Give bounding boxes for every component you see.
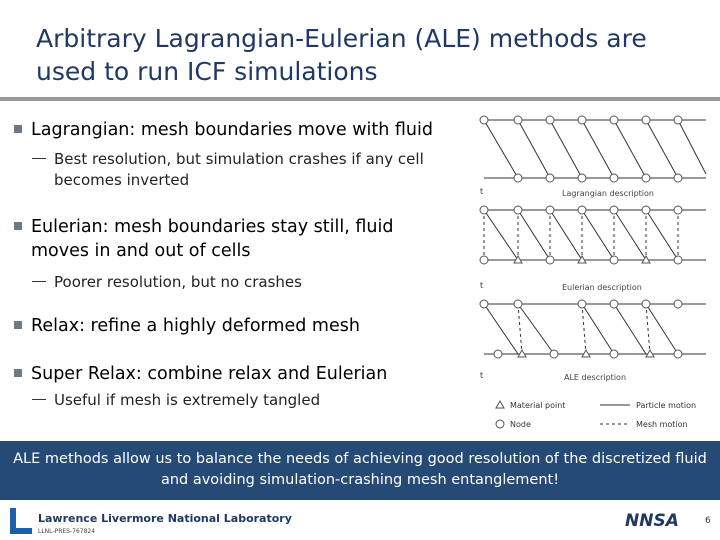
lab-name: Lawrence Livermore National Laboratory [38, 512, 292, 525]
dash-icon [32, 399, 46, 401]
sub-bullet-lagrangian [32, 149, 462, 191]
caption-lagrangian: Lagrangian description [562, 189, 654, 198]
time-label-3: t [480, 371, 484, 380]
bullet-text: Lagrangian: mesh boundaries move with fluid [31, 120, 433, 140]
sub-bullet-text: Best resolution, but simulation crashes if any cell becomes inverted [54, 150, 424, 189]
legend-mesh-motion: Mesh motion [636, 420, 688, 429]
time-label-2: t [480, 281, 484, 290]
sub-bullet-super-relax [32, 390, 462, 411]
dash-icon [32, 281, 46, 283]
bullet-marker-icon [14, 369, 22, 377]
legend-particle-motion: Particle motion [636, 401, 697, 410]
bullet-item-super-relax [14, 362, 474, 386]
summary-banner: ALE methods allow us to balance the needs of achieving good resolution of the discretized fluid and avoiding simulation-crashing mesh entanglement! [0, 441, 720, 500]
bullet-text: Relax: refine a highly deformed mesh [31, 316, 360, 336]
slide-title: Arbitrary Lagrangian-Eulerian (ALE) methods are used to run ICF simulations [36, 24, 647, 86]
bullet-marker-icon [14, 222, 22, 230]
llnl-logo-icon [6, 506, 36, 536]
bullet-text: Super Relax: combine relax and Eulerian [31, 364, 388, 384]
legend-node: Node [510, 420, 531, 429]
bullet-marker-icon [14, 125, 22, 133]
mesh-motion-diagram [478, 108, 710, 438]
dash-icon [32, 158, 46, 160]
time-label-1: t [480, 187, 484, 196]
legend-material-point: Material point [510, 401, 566, 410]
ale-panel [480, 300, 706, 358]
document-id: LLNL-PRES-767824 [38, 528, 96, 535]
lagrangian-panel [480, 116, 706, 182]
sub-bullet-text: Useful if mesh is extremely tangled [54, 391, 321, 409]
bullet-text: Eulerian: mesh boundaries stay still, fluid moves in and out of cells [31, 217, 394, 261]
page-number: 6 [705, 516, 711, 526]
bullet-marker-icon [14, 321, 22, 329]
ale-diagram-figure [478, 108, 710, 438]
bullet-item-eulerian [14, 215, 454, 263]
nnsa-logo-icon [625, 510, 705, 532]
bullet-item-lagrangian [14, 118, 484, 142]
caption-ale: ALE description [564, 373, 627, 382]
caption-eulerian: Eulerian description [562, 283, 642, 292]
bullet-item-relax [14, 314, 474, 338]
eulerian-panel [480, 206, 706, 264]
sub-bullet-eulerian [32, 272, 462, 293]
node-icon [496, 420, 504, 428]
sub-bullet-text: Poorer resolution, but no crashes [54, 273, 302, 291]
diagram-legend [496, 401, 696, 429]
title-divider [0, 97, 720, 101]
material-point-icon [496, 401, 504, 408]
nnsa-logo-text: NNSA [625, 511, 679, 531]
